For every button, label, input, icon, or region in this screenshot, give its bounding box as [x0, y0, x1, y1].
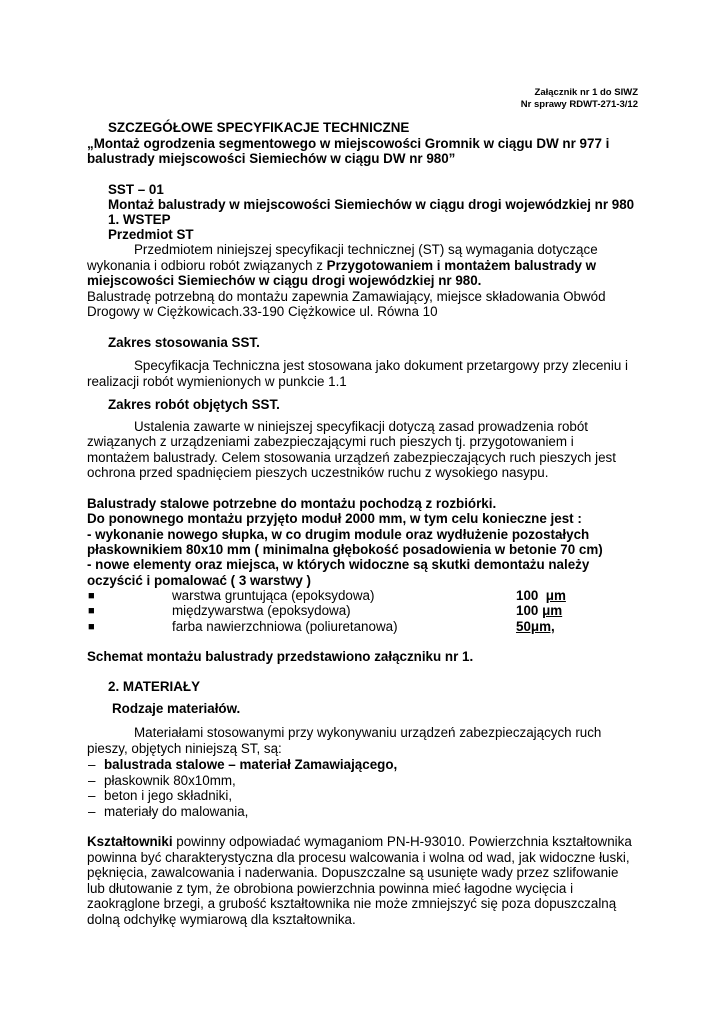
shapes-line-2: powinna być charakterystyczna dla procesu walcowania i wolna od wad, jak widoczne łuski, [87, 850, 630, 865]
sst-name: Montaż balustrady w miejscowości Siemiechów w ciągu drogi wojewódzkiej nr 980 [108, 197, 635, 212]
steel-line-6: oczyścić i pomalować ( 3 warstwy ) [87, 573, 312, 588]
steel-line-5: - nowe elementy oraz miejsca, w których widoczne są skutki demontażu należy [87, 557, 590, 572]
scope-line-2: realizacji robót wymienionych w punkcie 1.1 [87, 374, 347, 389]
shapes-line-5: zaokrąglone brzegi, a grubość kształtownika nie może zmniejszyć się poza dopuszczalną [87, 896, 617, 911]
subject-paragraph-bold: Przygotowaniem i montażem balustrady w [326, 258, 597, 273]
shapes-line-1 [87, 834, 632, 849]
dash-icon: – [88, 757, 96, 772]
page-title: SZCZEGÓŁOWE SPECYFIKACJE TECHNICZNE [108, 120, 410, 135]
materials-line-2: pieszy, objętych niniejszą ST, są: [87, 741, 282, 756]
annex-label: Załącznik nr 1 do SIWZ [534, 87, 638, 98]
works-line-3: montażem balustrady. Celem stosowania urządzeń zabezpieczających ruch pieszych jest [87, 450, 616, 465]
steel-line-4: płaskownikiem 80x10 mm ( minimalna głębokość posadowienia w betonie 70 cm) [87, 542, 603, 557]
works-line-1: Ustalenia zawarte w niniejszej specyfikacji dotyczą zasad prowadzenia robót [134, 419, 589, 434]
dash-icon: – [88, 773, 96, 788]
layer-2-thickness: 100 μm [516, 603, 563, 618]
layer-3-name: farba nawierzchniowa (poliuretanowa) [172, 619, 398, 634]
subject-paragraph-line-4: Balustradę potrzebną do montażu zapewnia Zamawiający, miejsce składowania Obwód [87, 289, 606, 304]
works-heading: Zakres robót objętych SST. [108, 397, 280, 412]
sst-code: SST – 01 [108, 182, 164, 197]
shapes-line-3: pęknięcia, zawalcowania i naderwania. Dopuszczalne są usunięte wady przez szlifowanie [87, 865, 619, 880]
layer-3-thickness: 50μm, [516, 619, 555, 634]
steel-line-3: - wykonanie nowego słupka, w co drugim module oraz wydłużenie pozostałych [87, 527, 590, 542]
shapes-line-4: lub dłutowanie z tym, że obrobiona powierzchnia powinna mieć łagodne wycięcia i [87, 881, 574, 896]
list-item: płaskownik 80x10mm, [104, 773, 236, 788]
dash-icon: – [88, 804, 96, 819]
section-intro-heading: 1. WSTEP [108, 212, 171, 227]
subtitle-line-2: balustrady miejscowości Siemiechów w ciągu DW nr 980” [87, 151, 456, 166]
works-line-4: ochrona przed spadnięciem pieszych uczestników ruchu z wysokiego nasypu. [87, 465, 549, 480]
subject-paragraph-text: wykonania i odbioru robót związanych z [87, 258, 327, 273]
layer-2-name: międzywarstwa (epoksydowa) [172, 603, 351, 618]
materials-line-1: Materiałami stosowanymi przy wykonywaniu urządzeń zabezpieczających ruch [134, 725, 602, 740]
layer-1-name: warstwa gruntująca (epoksydowa) [172, 588, 375, 603]
shapes-line-1-text: powinny odpowiadać wymaganiom PN-H-93010. Powierzchnia kształtownika [172, 834, 632, 849]
bullet-icon: ■ [88, 621, 95, 633]
steel-line-1: Balustrady stalowe potrzebne do montażu pochodzą z rozbiórki. [87, 496, 497, 511]
subject-paragraph-line-1: Przedmiotem niniejszej specyfikacji technicznej (ST) są wymagania dotyczące [134, 242, 598, 257]
list-item: beton i jego składniki, [104, 788, 233, 803]
shapes-line-6: dolną odchyłkę wymiarową dla kształtownika. [87, 912, 356, 927]
subject-paragraph-line-3: miejscowości Siemiechów w ciągu drogi wojewódzkiej nr 980. [87, 273, 482, 288]
subject-paragraph-line-2 [87, 258, 596, 273]
works-line-2: związanych z urządzeniami zabezpieczającymi ruch pieszych tj. przygotowaniem i [87, 434, 574, 449]
scope-heading: Zakres stosowania SST. [108, 335, 260, 350]
materials-subheading: Rodzaje materiałów. [112, 701, 241, 716]
bullet-icon: ■ [88, 590, 95, 602]
materials-heading: 2. MATERIAŁY [108, 679, 201, 694]
scheme-note: Schemat montażu balustrady przedstawiono załączniku nr 1. [87, 649, 474, 664]
steel-line-2: Do ponownego montażu przyjęto moduł 2000 mm, w tym celu konieczne jest : [87, 511, 582, 526]
dash-icon: – [88, 788, 96, 803]
subject-heading: Przedmiot ST [108, 227, 194, 242]
list-item: materiały do malowania, [104, 804, 249, 819]
layer-1-thickness: 100 μm [516, 588, 566, 603]
shapes-bold-word: Kształtowniki [87, 834, 173, 849]
list-item: balustrada stalowe – materiał Zamawiającego, [104, 757, 398, 772]
case-number: Nr sprawy RDWT-271-3/12 [520, 99, 638, 110]
subtitle-line-1: „Montaż ogrodzenia segmentowego w miejscowości Gromnik w ciągu DW nr 977 i [87, 136, 610, 151]
bullet-icon: ■ [88, 605, 95, 617]
scope-line-1: Specyfikacja Techniczna jest stosowana jako dokument przetargowy przy zleceniu i [134, 358, 628, 373]
subject-paragraph-line-5: Drogowy w Ciężkowicach.33-190 Ciężkowice ul. Równa 10 [87, 304, 438, 319]
